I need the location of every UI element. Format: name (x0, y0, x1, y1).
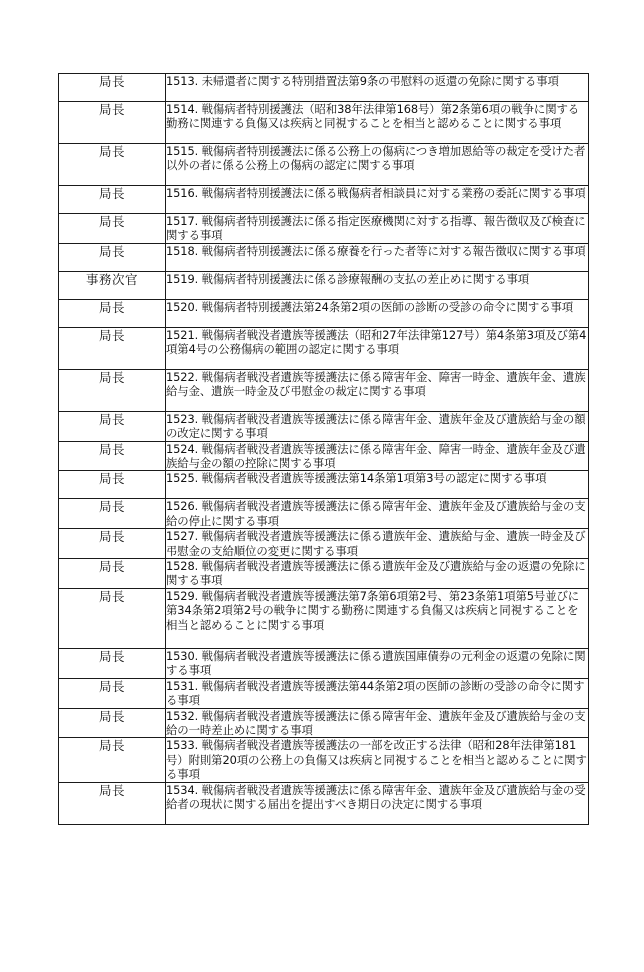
official-cell: 局長 (59, 441, 166, 471)
official-cell: 局長 (59, 588, 166, 648)
matter-cell: 1529. 戦傷病者戦没者遺族等援護法第7条第6項第2号、第23条第1項第5号並びに第34条第2項第2号の戦争に関する勤務に関連する負傷又は疾病と同視することを相当と認めることに関する事項 (166, 588, 589, 648)
official-cell: 局長 (59, 782, 166, 824)
matter-cell: 1523. 戦傷病者戦没者遺族等援護法に係る障害年金、遺族年金及び遺族給与金の額の改定に関する事項 (166, 411, 589, 441)
matter-cell: 1519. 戦傷病者特別援護法に係る診療報酬の支払の差止めに関する事項 (166, 271, 589, 299)
table-row (59, 327, 589, 369)
matter-cell: 1514. 戦傷病者特別援護法（昭和38年法律第168号）第2条第6項の戦争に関する勤務に関連する負傷又は疾病と同視することを相当と認めることに関する事項 (166, 102, 589, 144)
table-row (59, 588, 589, 648)
table-row (59, 782, 589, 824)
table-row (59, 243, 589, 271)
table-row (59, 738, 589, 782)
table-row (59, 499, 589, 529)
official-cell: 局長 (59, 678, 166, 708)
matter-cell: 1533. 戦傷病者戦没者遺族等援護法の一部を改正する法律（昭和28年法律第181号）附則第20項の公務上の負傷又は疾病と同視することを相当と認めることに関する事項 (166, 738, 587, 782)
matter-cell: 1521. 戦傷病者戦没者遺族等援護法（昭和27年法律第127号）第4条第3項及び第4項第4号の公務傷病の範囲の認定に関する事項 (166, 327, 589, 369)
table-row (59, 678, 589, 708)
official-cell: 局長 (59, 102, 166, 144)
matter-cell: 1513. 未帰還者に関する特別措置法第9条の弔慰料の返還の免除に関する事項 (166, 74, 589, 102)
matter-cell: 1532. 戦傷病者戦没者遺族等援護法に係る障害年金、遺族年金及び遺族給与金の支給の一時差止めに関する事項 (166, 708, 589, 738)
matter-cell: 1525. 戦傷病者戦没者遺族等援護法第14条第1項第3号の認定に関する事項 (166, 471, 589, 499)
table-row (59, 369, 589, 411)
matter-cell: 1517. 戦傷病者特別援護法に係る指定医療機関に対する指導、報告徴収及び検査に関する事項 (166, 214, 589, 244)
official-cell: 局長 (59, 648, 166, 678)
table-row (59, 441, 589, 471)
table-row (59, 214, 589, 244)
matter-cell: 1530. 戦傷病者戦没者遺族等援護法に係る遺族国庫債券の元利金の返還の免除に関する事項 (166, 648, 589, 678)
matter-cell: 1534. 戦傷病者戦没者遺族等援護法に係る障害年金、遺族年金及び遺族給与金の受給者の現状に関する届出を提出すべき期日の決定に関する事項 (166, 782, 589, 824)
table-row (59, 529, 589, 559)
table-row (59, 648, 589, 678)
table-row (59, 471, 589, 499)
matter-cell: 1520. 戦傷病者特別援護法第24条第2項の医師の診断の受診の命令に関する事項 (166, 299, 589, 327)
official-cell: 局長 (59, 471, 166, 499)
matter-cell: 1518. 戦傷病者特別援護法に係る療養を行った者等に対する報告徴収に関する事項 (166, 243, 589, 271)
table-row (59, 74, 589, 102)
matter-cell: 1516. 戦傷病者特別援護法に係る戦傷病者相談員に対する業務の委託に関する事項 (166, 186, 589, 214)
delegation-table (58, 73, 589, 825)
official-cell: 局長 (59, 411, 166, 441)
table-row (59, 708, 589, 738)
official-cell: 局長 (59, 559, 166, 589)
official-cell: 局長 (59, 738, 166, 782)
matter-cell: 1527. 戦傷病者戦没者遺族等援護法に係る遺族年金、遺族給与金、遺族一時金及び弔慰金の支給順位の変更に関する事項 (166, 529, 589, 559)
matter-cell: 1526. 戦傷病者戦没者遺族等援護法に係る障害年金、遺族年金及び遺族給与金の支給の停止に関する事項 (166, 499, 589, 529)
official-cell: 局長 (59, 144, 166, 186)
matter-cell: 1522. 戦傷病者戦没者遺族等援護法に係る障害年金、障害一時金、遺族年金、遺族給与金、遺族一時金及び弔慰金の裁定に関する事項 (166, 369, 589, 411)
official-cell: 局長 (59, 186, 166, 214)
matter-cell: 1524. 戦傷病者戦没者遺族等援護法に係る障害年金、障害一時金、遺族年金及び遺族給与金の額の控除に関する事項 (166, 441, 589, 471)
table-row (59, 411, 589, 441)
official-cell: 局長 (59, 369, 166, 411)
table-row (59, 299, 589, 327)
table-row (59, 271, 589, 299)
table-row (59, 559, 589, 589)
official-cell: 局長 (59, 327, 166, 369)
table-row (59, 102, 589, 144)
official-cell: 局長 (59, 708, 166, 738)
matter-cell: 1515. 戦傷病者特別援護法に係る公務上の傷病につき増加恩給等の裁定を受けた者以外の者に係る公務上の傷病の認定に関する事項 (166, 144, 589, 186)
official-cell: 局長 (59, 74, 166, 102)
matter-cell: 1528. 戦傷病者戦没者遺族等援護法に係る遺族年金及び遺族給与金の返還の免除に関する事項 (166, 559, 589, 589)
table-row (59, 186, 589, 214)
matter-cell: 1531. 戦傷病者戦没者遺族等援護法第44条第2項の医師の診断の受診の命令に関する事項 (166, 678, 589, 708)
official-cell: 局長 (59, 529, 166, 559)
official-cell: 局長 (59, 243, 166, 271)
official-cell: 事務次官 (59, 271, 166, 299)
official-cell: 局長 (59, 214, 166, 244)
official-cell: 局長 (59, 499, 166, 529)
official-cell: 局長 (59, 299, 166, 327)
table-row (59, 144, 589, 186)
